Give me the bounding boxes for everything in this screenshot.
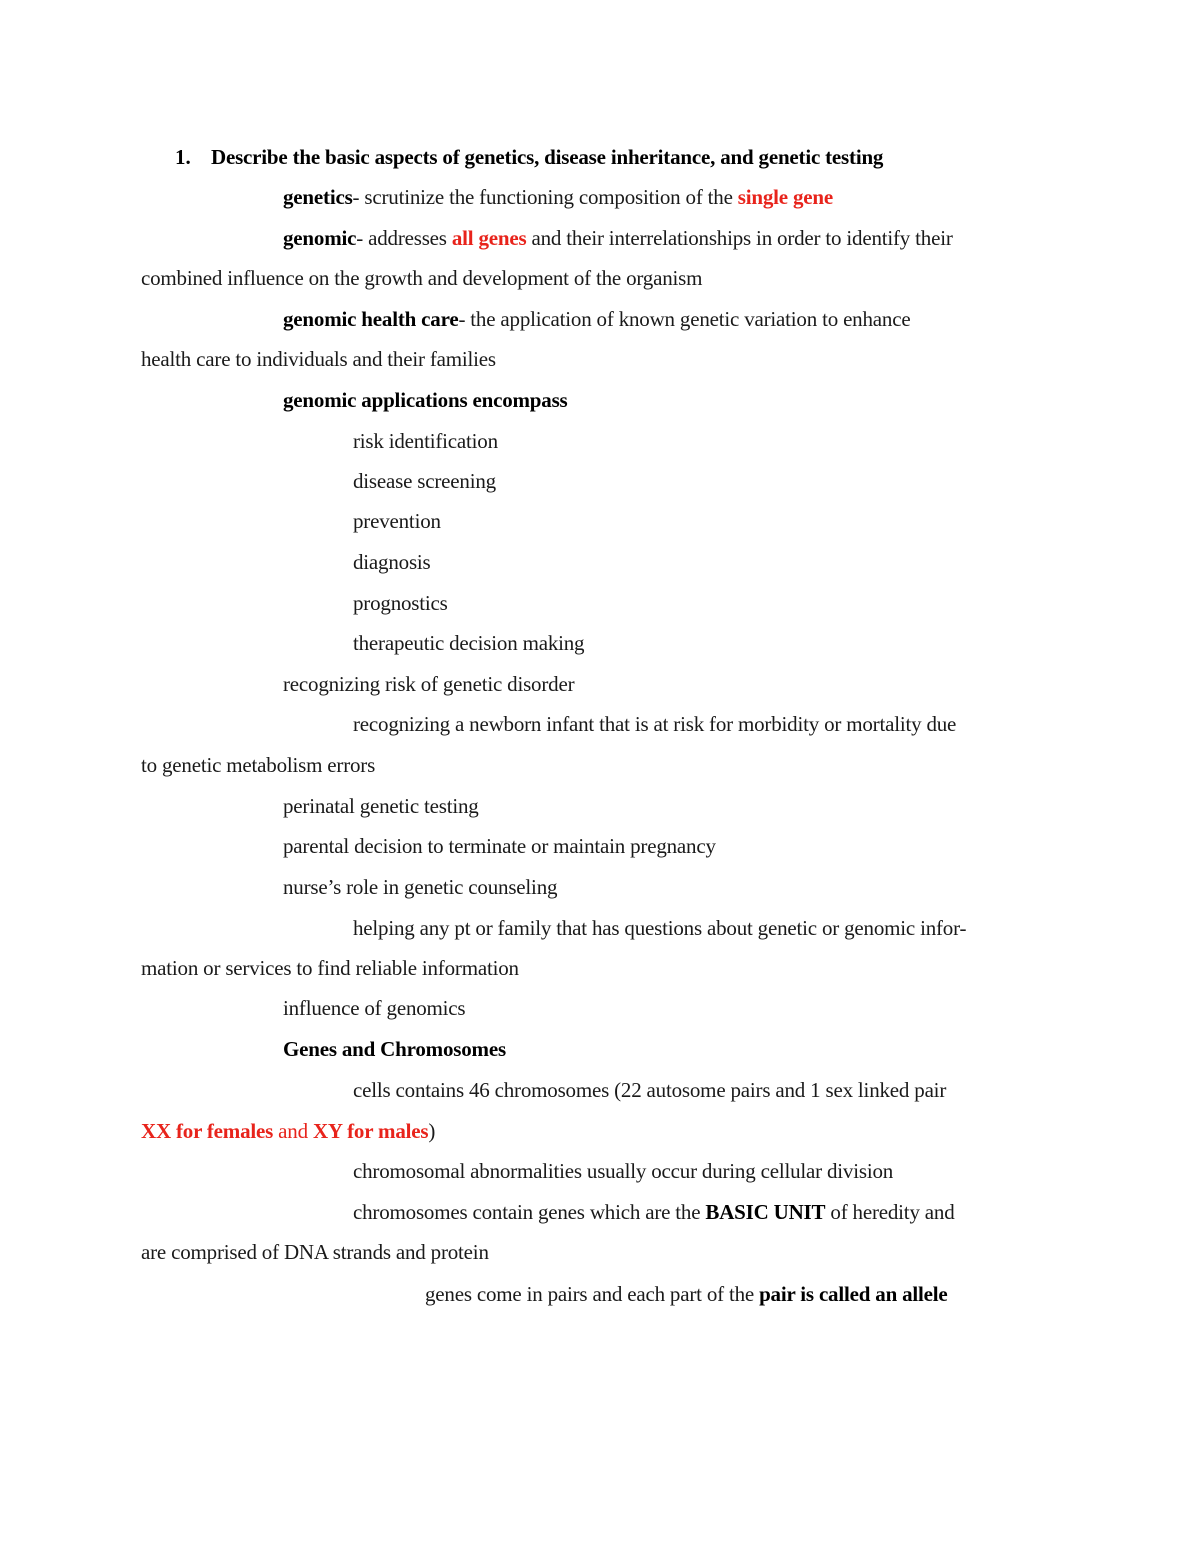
risk-heading: recognizing risk of genetic disorder (283, 672, 575, 696)
list-item: prognostics (353, 591, 448, 615)
question-heading: Describe the basic aspects of genetics, disease inheritance, and genetic testing (211, 145, 884, 169)
allele-emphasis: pair is called an allele (759, 1282, 948, 1306)
all-genes-highlight: all genes (451, 226, 527, 250)
contain-a: chromosomes contain genes which are the (353, 1200, 706, 1224)
genomic-def-a: - addresses (356, 226, 452, 250)
genetics-def-text: - scrutinize the functioning composition of the (352, 185, 738, 209)
contain-b: of heredity and (825, 1200, 955, 1224)
genomic-health-care-definition (283, 306, 910, 332)
and-text: and (273, 1119, 313, 1143)
applications-heading: genomic applications encompass (283, 388, 568, 412)
list-item: diagnosis (353, 550, 431, 574)
close-paren: ) (428, 1119, 436, 1143)
list-item: disease screening (353, 469, 496, 493)
risk-line-1: recognizing a newborn infant that is at risk for morbidity or mortality due (353, 712, 957, 736)
basic-unit-emphasis: BASIC UNIT (705, 1200, 826, 1224)
cells-line-1: cells contains 46 chromosomes (22 autosome pairs and 1 sex linked pair (353, 1078, 947, 1102)
nurse-role-line-2: mation or services to find reliable information (141, 956, 519, 980)
genomic-definition-cont: combined influence on the growth and development of the organism (141, 266, 703, 290)
genetics-definition (283, 184, 833, 210)
list-item: risk identification (353, 429, 498, 453)
parental-decision: parental decision to terminate or maintain pregnancy (283, 834, 716, 858)
xy-males-highlight: XY for males (312, 1119, 429, 1143)
genomic-definition (283, 225, 953, 251)
health-care-term: genomic health care (283, 307, 459, 331)
nurse-role-heading: nurse’s role in genetic counseling (283, 875, 558, 899)
genes-chromosomes-heading: Genes and Chromosomes (283, 1037, 506, 1061)
genetics-term: genetics (283, 185, 353, 209)
cells-line-2 (141, 1118, 435, 1144)
nurse-role-line-1: helping any pt or family that has questions about genetic or genomic infor- (353, 916, 967, 940)
chromosomes-contain-line-1 (353, 1199, 955, 1225)
xx-females-highlight: XX for females (141, 1119, 274, 1143)
health-care-def-cont: health care to individuals and their families (141, 347, 496, 371)
single-gene-highlight: single gene (737, 185, 833, 209)
health-care-def: - the application of known genetic variation to enhance (458, 307, 911, 331)
risk-line-2: to genetic metabolism errors (141, 753, 376, 777)
genomic-term: genomic (283, 226, 357, 250)
question-number: 1. (175, 145, 191, 169)
pairs-text: genes come in pairs and each part of the (425, 1282, 760, 1306)
list-item: therapeutic decision making (353, 631, 585, 655)
chromosomes-contain-line-2: are comprised of DNA strands and protein (141, 1240, 489, 1264)
perinatal-testing: perinatal genetic testing (283, 794, 479, 818)
abnormalities-line: chromosomal abnormalities usually occur during cellular division (353, 1159, 894, 1183)
genomic-def-b: and their interrelationships in order to identify their (526, 226, 953, 250)
list-item: prevention (353, 509, 441, 533)
allele-line (425, 1281, 948, 1307)
influence-of-genomics: influence of genomics (283, 996, 466, 1020)
